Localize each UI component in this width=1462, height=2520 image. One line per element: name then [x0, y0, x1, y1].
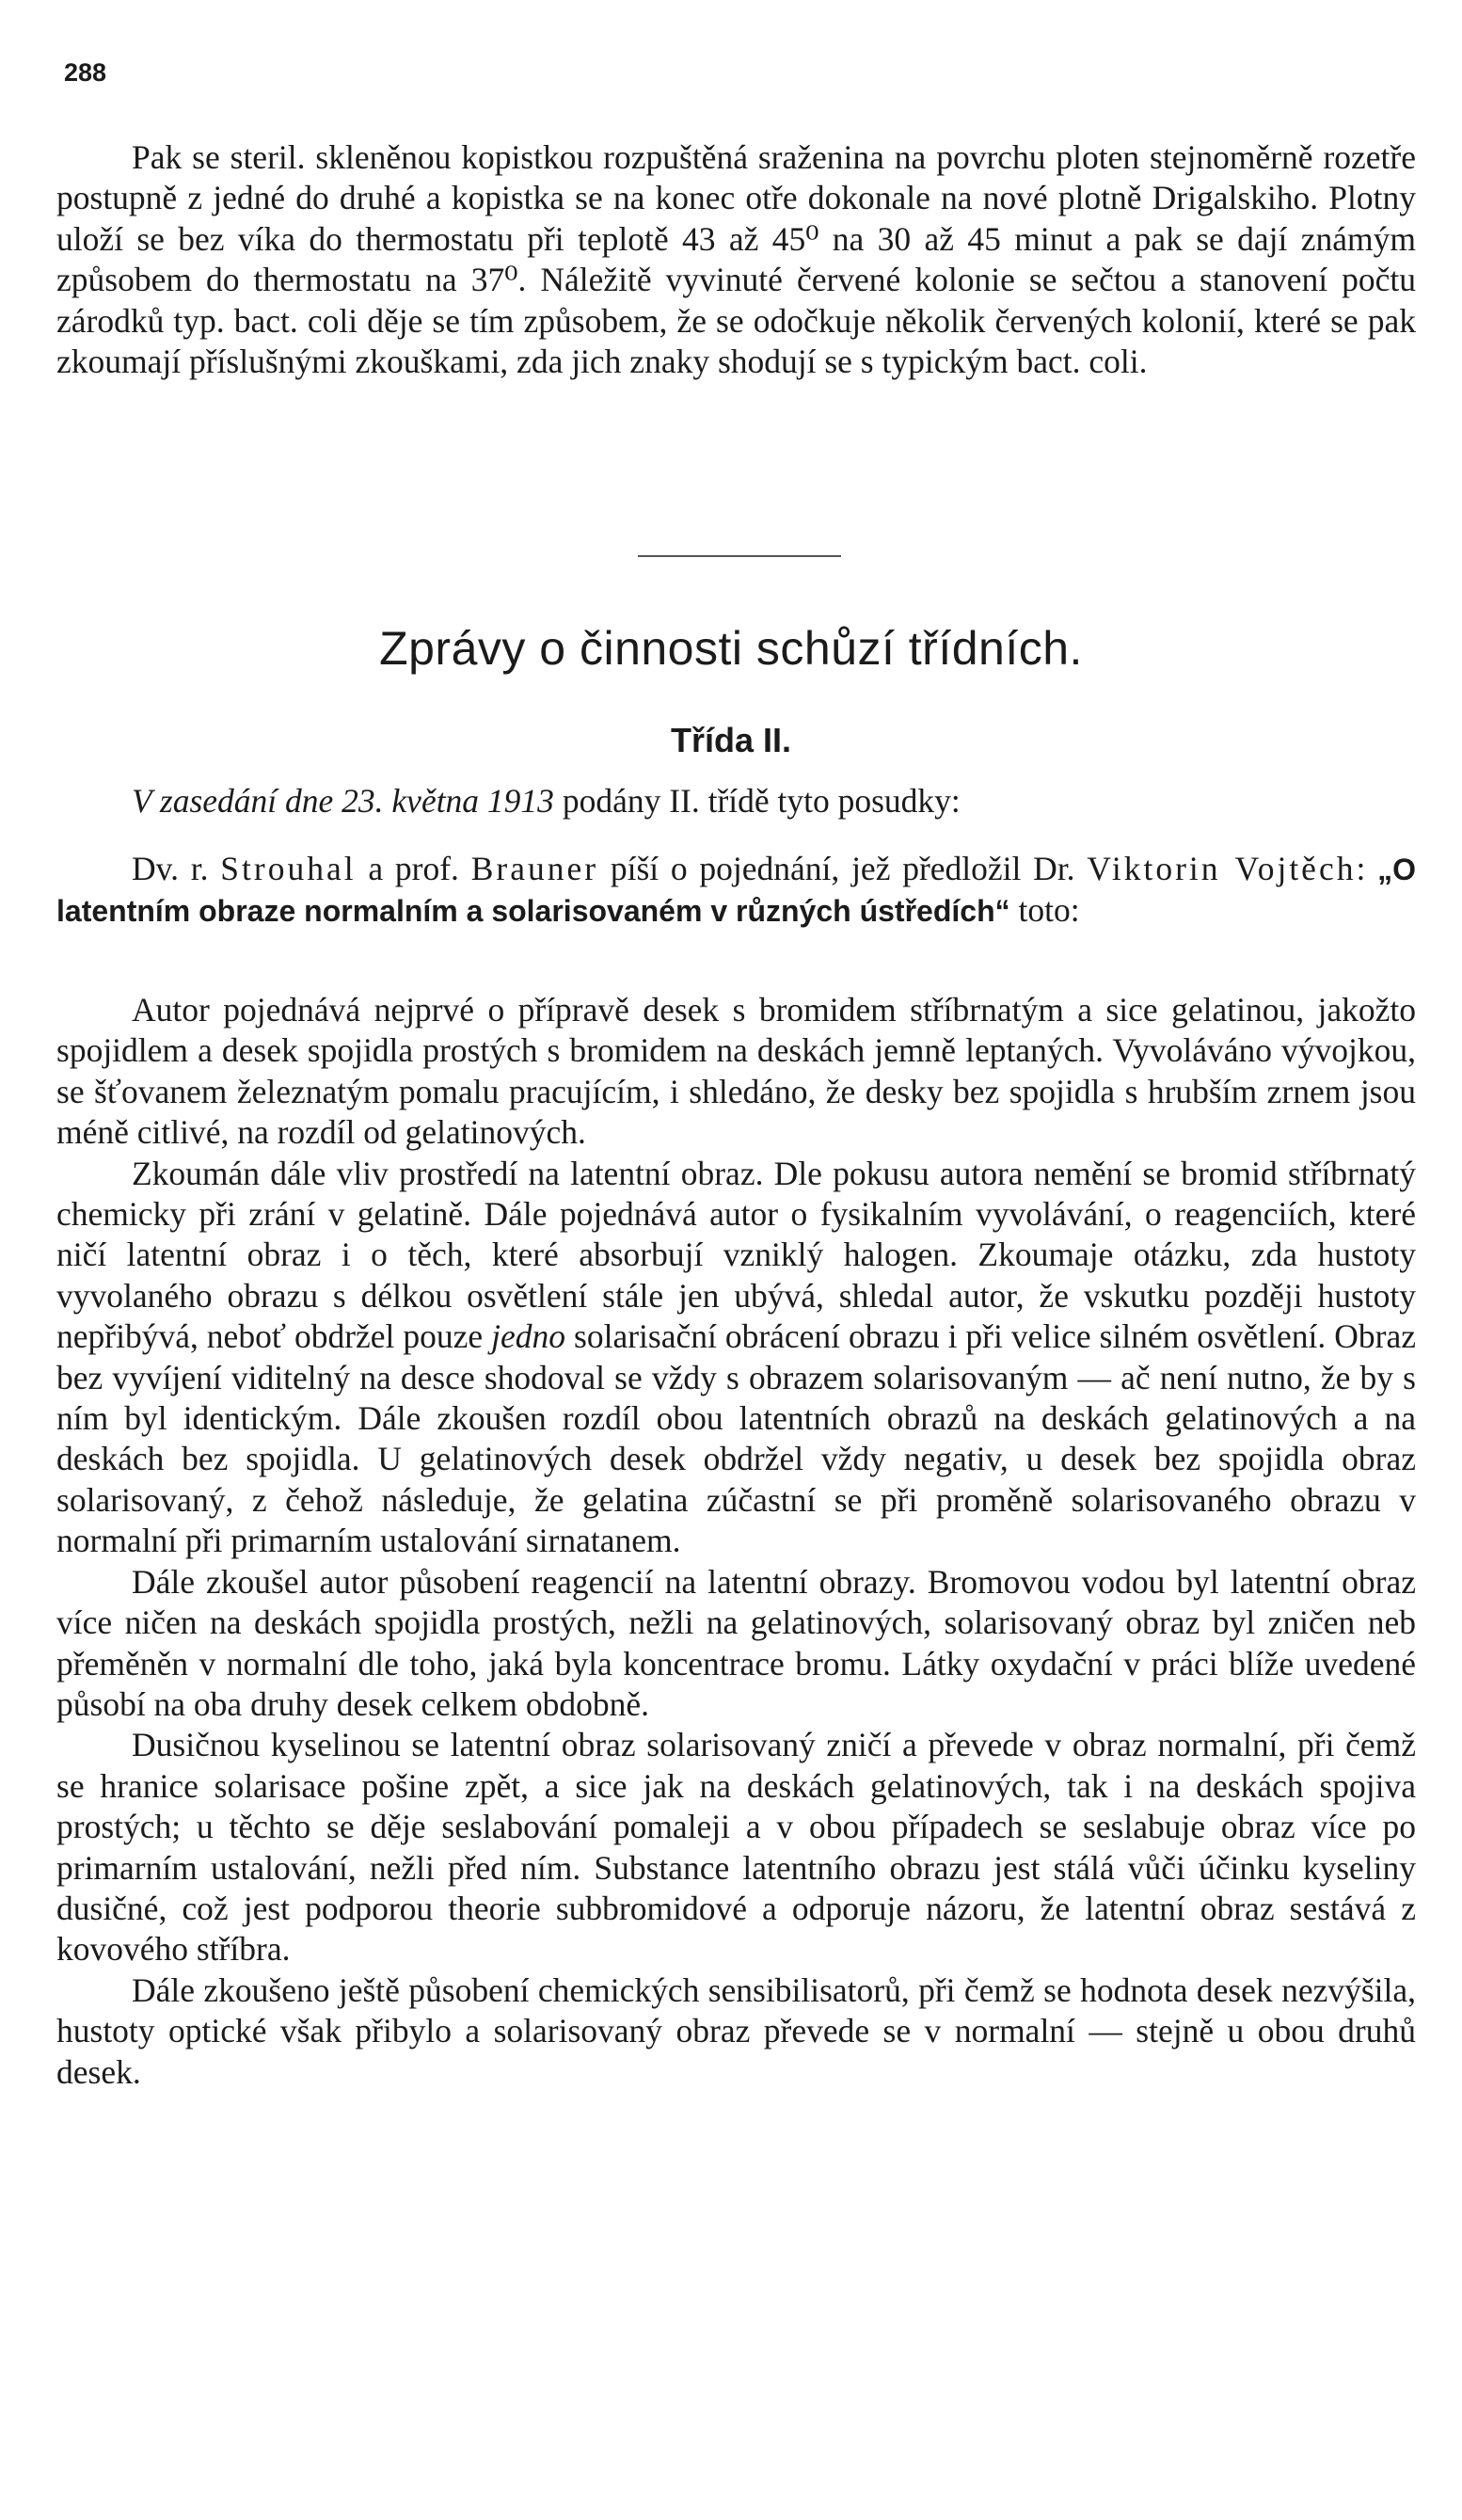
submission-after-reviewers: píší o pojednání, jež předložil Dr. — [598, 850, 1088, 887]
section-separator — [638, 555, 841, 557]
reviewer-brauner: Brauner — [470, 850, 599, 887]
review-p2-after: solarisační obrácení obrazu i při velice silném osvětlení. Obraz bez vyvíjení viditelný na desce shodoval se vždy s obrazem solarisovaným — ač není nutno, že by s ním byl identickým. Dále zkoušen rozdíl obou latentních obrazů na deskách gelatinových a na deskách bez spojidla. U gelatinových desek obdržel vždy negativ, u desek bez spojidla obraz solarisovaný, z čehož následuje, že gelatina zúčastní se při proměně solarisovaného obrazu v normalní při primarním ustalování sirnatanem. — [56, 1317, 1416, 1560]
review-p2-emphasis: jedno — [491, 1317, 566, 1356]
intro-block — [56, 137, 1416, 382]
meeting-paragraph — [56, 781, 1416, 821]
submission-prefix: Dv. r. — [132, 850, 221, 887]
intro-paragraph: Pak se steril. skleněnou kopistkou rozpuštěná sraženina na povrchu ploten stejnoměrně rozetře postupně z jedné do druhé a kopistka se na konec otře dokonale na nové plotně Drigalskiho. Plotny uloží se bez víka do thermostatu při teplotě 43 až 45⁰ na 30 až 45 minut a pak se dají známým způsobem do thermostatu na 37⁰. Náležitě vyvinuté červené kolonie se sečtou a stanovení počtu zárodků typ. bact. coli děje se tím způsobem, že se odočkuje několik červených kolonií, které se pak zkoumají příslušnými zkouškami, zda jich znaky shodují se s typickým bact. coli. — [56, 138, 1416, 381]
review-paragraph-5: Dále zkoušeno ještě působení chemických sensibilisatorů, při čemž se hodnota desek nezvýšila, hustoty optické však přibylo a solarisovaný obraz převede se v normalní — stejně u obou druhů desek. — [56, 1970, 1416, 2091]
paper-title: „O latentním obraze normalním a solarisovaném v různých ústředích“ — [56, 853, 1416, 929]
meeting-date: V zasedání dne 23. května 1913 — [132, 782, 554, 820]
submission-middle: a prof. — [356, 850, 471, 887]
submission-block — [56, 849, 1416, 933]
page-number: 288 — [64, 58, 107, 87]
author-colon: : — [1356, 850, 1378, 887]
review-paragraph-1: Autor pojednává nejprvé o přípravě desek s bromidem stříbrnatým a sice gelatinou, jakožto spojidlem a desek spojidla prostých s bromidem na deskách jemně leptaných. Vyvoláváno vývojkou, se šťovanem železnatým pomalu pracujícím, i shledáno, že desky bez spojidla s hrubším zrnem jsou méně citlivé, na rozdíl od gelatinových. — [56, 991, 1416, 1152]
author-name: Viktorin Vojtěch — [1087, 850, 1357, 887]
section-title: Zprávy o činnosti schůzí třídních. — [379, 622, 1083, 675]
reviewer-strouhal: Strouhal — [220, 850, 357, 887]
meeting-rest: podány II. třídě tyto posudky: — [553, 782, 961, 820]
review-paragraph-2 — [56, 1154, 1416, 1562]
review-paragraph-4: Dusičnou kyselinou se latentní obraz solarisovaný zničí a převede v obraz normalní, při čemž se hranice solarisace pošine zpět, a sice jak na deskách gelatinových, tak i na deskách spojiva prostých; u těchto se děje seslabování pomaleji a v obou případech se seslabuje obraz více po primarním ustalování, nežli před ním. Substance latentního obrazu jest stálá vůči účinku kyseliny dusičné, což jest podporou theorie subbromidové a odporuje názoru, že latentní obraz sestává z kovového stříbra. — [56, 1726, 1416, 1969]
class-heading: Třída II. — [670, 721, 792, 759]
review-block — [56, 990, 1416, 2093]
submission-paragraph — [56, 849, 1416, 933]
submission-suffix: toto: — [1009, 891, 1080, 930]
review-p2-before: Zkoumán dále vliv prostředí na latentní obraz. Dle pokusu autora nemění se bromid stříbrnatý chemicky při zrání v gelatině. Dále pojednává autor o fysikalním vyvolávání, o reagenciích, které ničí latentní obraz i o těch, které absorbují vzniklý halogen. Zkoumaje otázku, zda hustoty vyvolaného obrazu s délkou osvětlení stále jen ubývá, shledal autor, že vskutku později hustoty nepřibývá, neboť obdržel pouze — [56, 1154, 1416, 1356]
meeting-line — [56, 781, 1416, 821]
review-paragraph-3: Dále zkoušel autor působení reagencií na latentní obrazy. Bromovou vodou byl latentní obraz více ničen na deskách spojidla prostých, nežli na gelatinových, solarisovaný obraz byl zničen neb přeměněn v normalní dle toho, jaká byla koncentrace bromu. Látky oxydační v práci blíže uvedené působí na oba druhy desek celkem obdobně. — [56, 1562, 1416, 1723]
